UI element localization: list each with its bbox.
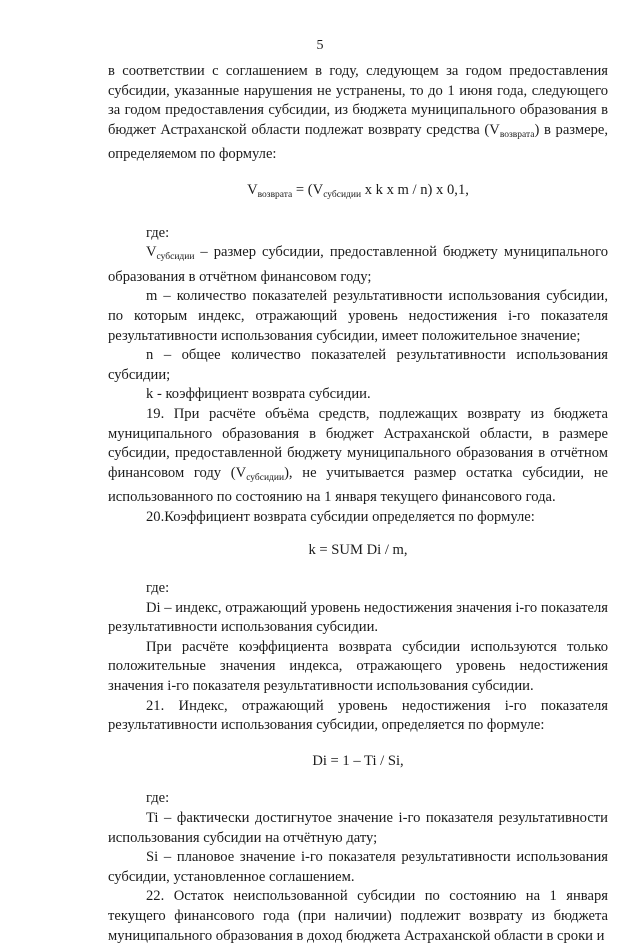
document-body: [108, 62, 608, 946]
formula-end: x k x m / n) x 0,1,: [361, 181, 469, 198]
definition-si: Si – плановое значение i-го показателя результативности использования субсидии, установленное соглашением.: [108, 849, 608, 885]
definition-n: n – общее количество показателей результативности использования субсидии;: [108, 347, 608, 383]
definition-m: m – количество показателей результативности использования субсидии, по которым индекс, отражающий уровень недостижения i-го показателя результативности использования субсидии, имеет положительное значение;: [108, 288, 608, 344]
paragraph-20: 20.Коэффициент возврата субсидии определяется по формуле:: [146, 508, 535, 525]
formula-vozvrata: [108, 181, 608, 206]
paragraph-intro-text: в соответствии с соглашением в году, следующем за годом предоставления субсидии, указанные нарушения не устранены, то до 1 июня года, следующего за годом предоставления субсидии, из бюджета муниципального образования в бюджет Астраханской области подлежат возврату средства (V: [108, 63, 608, 138]
def-v-sub: субсидии: [156, 252, 195, 263]
definition-k: k - коэффициент возврата субсидии.: [146, 386, 371, 403]
where-label-1: где:: [146, 224, 170, 241]
formula-mid: = (V: [292, 181, 324, 198]
paragraph-intro: [108, 62, 608, 165]
paragraph-intro-end: ) в размере, определяемом по формуле:: [108, 121, 608, 163]
formula-v: V: [247, 181, 258, 198]
definition-di: Di – индекс, отражающий уровень недостижения значения i-го показателя результативности использования субсидии.: [108, 599, 609, 636]
paragraph-19: [108, 405, 608, 508]
def-v-text: – размер субсидии, предоставленной бюджету муниципального образования в отчётном финансовом году;: [108, 244, 608, 285]
where-label-2: где:: [146, 580, 170, 597]
paragraph-22: 22. Остаток неиспользованной субсидии по состоянию на 1 января текущего финансового года (при наличии) подлежит возврату из бюджета муниципального образования в доход бюджета Астраханской области в сроки и: [108, 888, 608, 944]
page-number: 5: [316, 38, 324, 53]
where-label-3: где:: [146, 790, 170, 807]
formula-k: k = SUM Di / m,: [308, 542, 408, 559]
paragraph-19-text: 19. При расчёте объёма средств, подлежащих возврату из бюджета муниципального образования в бюджет Астраханской области, в размере субсидии, предоставленной бюджету муниципального образования в отчётном финансовом году (V: [108, 405, 608, 481]
def-v-symbol: V: [146, 244, 157, 261]
paragraph-21: 21. Индекс, отражающий уровень недостижения i-го показателя результативности использования субсидии, определяется по формуле:: [108, 697, 608, 734]
formula-v-sub: возврата: [257, 189, 293, 200]
paragraph-19-end: ), не учитывается размер остатка субсидии, не использованного по состоянию на 1 января текущего финансового года.: [108, 464, 608, 506]
definition-ti: Ti – фактически достигнутое значение i-го показателя результативности использования субсидии на отчётную дату;: [108, 810, 608, 846]
formula-mid-sub: субсидии: [323, 189, 362, 200]
paragraph-19-sub: субсидии: [246, 472, 285, 483]
paragraph-positive-values: При расчёте коэффициента возврата субсидии используются только положительные значения индекса, отражающего уровень недостижения значения i-го показателя результативности использования субсидии.: [108, 638, 608, 695]
definition-v-subsidii: [108, 243, 608, 287]
formula-di: Di = 1 – Ti / Si,: [312, 752, 404, 769]
subscript-vozvrata: возврата: [499, 129, 535, 140]
